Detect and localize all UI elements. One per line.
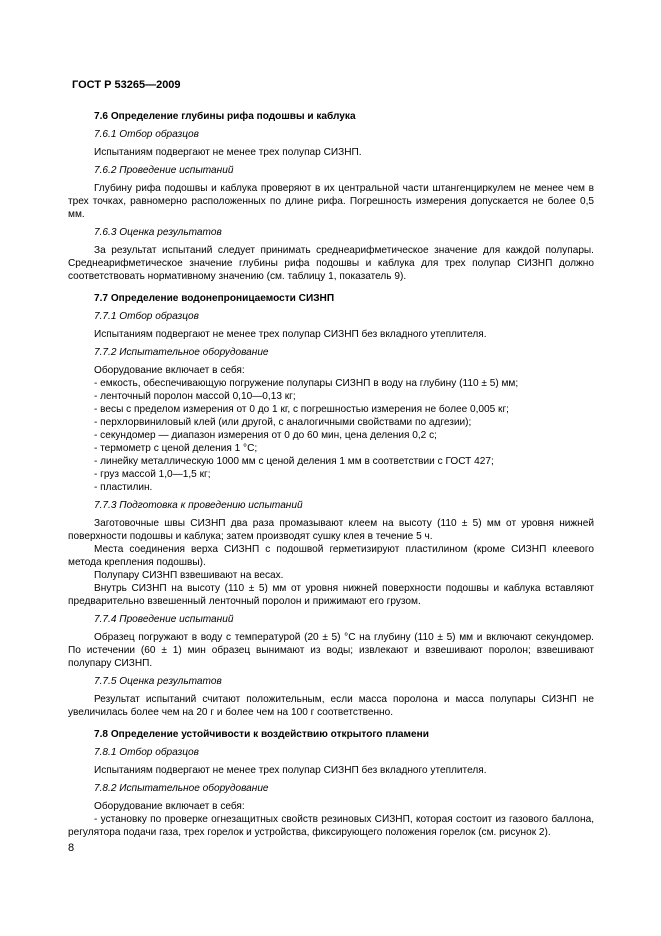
section-7-7-3-heading: 7.7.3 Подготовка к проведению испытаний (94, 500, 303, 511)
equipment-item: - перхлорвиниловый клей (или другой, с аналогичными свойствами по адгезии); (94, 417, 472, 428)
equipment-item: - пластилин. (94, 482, 153, 493)
section-7-7-3-paragraph: Места соединения верха СИЗНП с подошвой герметизируют пластилином (кроме СИЗНП клеевого метода крепления подошвы). (68, 544, 594, 568)
equipment-item: - термометр с ценой деления 1 °С; (94, 443, 258, 454)
section-7-7-3-paragraph: Заготовочные швы СИЗНП два раза промазывают клеем на высоту (110 ± 5) мм от уровня нижней поверхности подошвы и каблука; затем производят сушку клея в течение 5 ч. (68, 518, 594, 542)
section-7-7-5-text: Результат испытаний считают положительным, если масса поролона и масса полупары СИЗНП не увеличилась более чем на 20 г и более чем на 100 г соответственно. (68, 694, 594, 718)
section-7-7-heading: 7.7 Определение водонепроницаемости СИЗНП (94, 293, 335, 304)
section-7-8-heading: 7.8 Определение устойчивости к воздействию открытого пламени (94, 729, 429, 740)
section-7-6-heading: 7.6 Определение глубины рифа подошвы и каблука (94, 111, 356, 122)
section-7-8-2-intro: Оборудование включает в себя: (94, 801, 245, 812)
equipment-item: - линейку металлическую 1000 мм с ценой деления 1 мм в соответствии с ГОСТ 427; (94, 456, 494, 467)
equipment-item: - емкость, обеспечивающую погружение полупары СИЗНП в воду на глубину (110 ± 5) мм; (94, 378, 519, 389)
section-7-7-2-intro: Оборудование включает в себя: (94, 365, 245, 376)
section-7-6-3-text: За результат испытаний следует принимать среднеарифметическое значение для каждой полупары. Среднеарифметическое значение глубины рифа подошвы и каблука для трех полупар СИЗНП должно соответствовать нормативному значению (см. таблицу 1, показатель 9). (68, 245, 594, 282)
section-7-7-2-heading: 7.7.2 Испытательное оборудование (94, 347, 269, 358)
document-body (68, 110, 594, 839)
section-7-7-4-heading: 7.7.4 Проведение испытаний (94, 614, 234, 625)
section-7-6-1-text: Испытаниям подвергают не менее трех полупар СИЗНП. (94, 147, 362, 158)
section-7-8-1-heading: 7.8.1 Отбор образцов (94, 747, 199, 758)
equipment-item: - установку по проверке огнезащитных свойств резиновых СИЗНП, которая состоит из газового баллона, регулятора подачи газа, трех горелок и устройства, фиксирующего положения горелок (см. рисунок 2). (68, 814, 594, 838)
section-7-7-3-paragraph: Полупару СИЗНП взвешивают на весах. (94, 570, 284, 581)
section-7-6-1-heading: 7.6.1 Отбор образцов (94, 129, 199, 140)
section-7-6-2-text: Глубину рифа подошвы и каблука проверяют в их центральной части штангенциркулем не менее чем в трех точках, равномерно расположенных по длине рифа. Погрешность измерения допускается не более 0,5 мм. (68, 183, 594, 220)
section-7-7-3-paragraph: Внутрь СИЗНП на высоту (110 ± 5) мм от уровня нижней поверхности подошвы и каблука вставляют предварительно взвешенный ленточный поролон и прижимают его грузом. (68, 583, 594, 607)
equipment-item: - груз массой 1,0—1,5 кг; (94, 469, 211, 480)
section-7-8-2-heading: 7.8.2 Испытательное оборудование (94, 783, 269, 794)
section-7-8-1-text: Испытаниям подвергают не менее трех полупар СИЗНП без вкладного утеплителя. (94, 765, 487, 776)
section-7-7-5-heading: 7.7.5 Оценка результатов (94, 676, 222, 687)
section-7-7-1-text: Испытаниям подвергают не менее трех полупар СИЗНП без вкладного утеплителя. (94, 329, 487, 340)
section-7-7-4-text: Образец погружают в воду с температурой (20 ± 5) °С на глубину (110 ± 5) мм и включают секундомер. По истечении (60 ± 1) мин образец вынимают из воды; извлекают и взвешивают поролон; взвешивают полупару СИЗНП. (68, 632, 594, 669)
equipment-item: - секундомер — диапазон измерения от 0 до 60 мин, цена деления 0,2 с; (94, 430, 437, 441)
page-number: 8 (68, 842, 75, 854)
section-7-7-1-heading: 7.7.1 Отбор образцов (94, 311, 199, 322)
document-header: ГОСТ Р 53265—2009 (72, 79, 181, 91)
equipment-item: - весы с пределом измерения от 0 до 1 кг, с погрешностью измерения не более 0,005 кг; (94, 404, 509, 415)
section-7-6-2-heading: 7.6.2 Проведение испытаний (94, 165, 234, 176)
equipment-item: - ленточный поролон массой 0,10—0,13 кг; (94, 391, 296, 402)
section-7-6-3-heading: 7.6.3 Оценка результатов (94, 227, 222, 238)
